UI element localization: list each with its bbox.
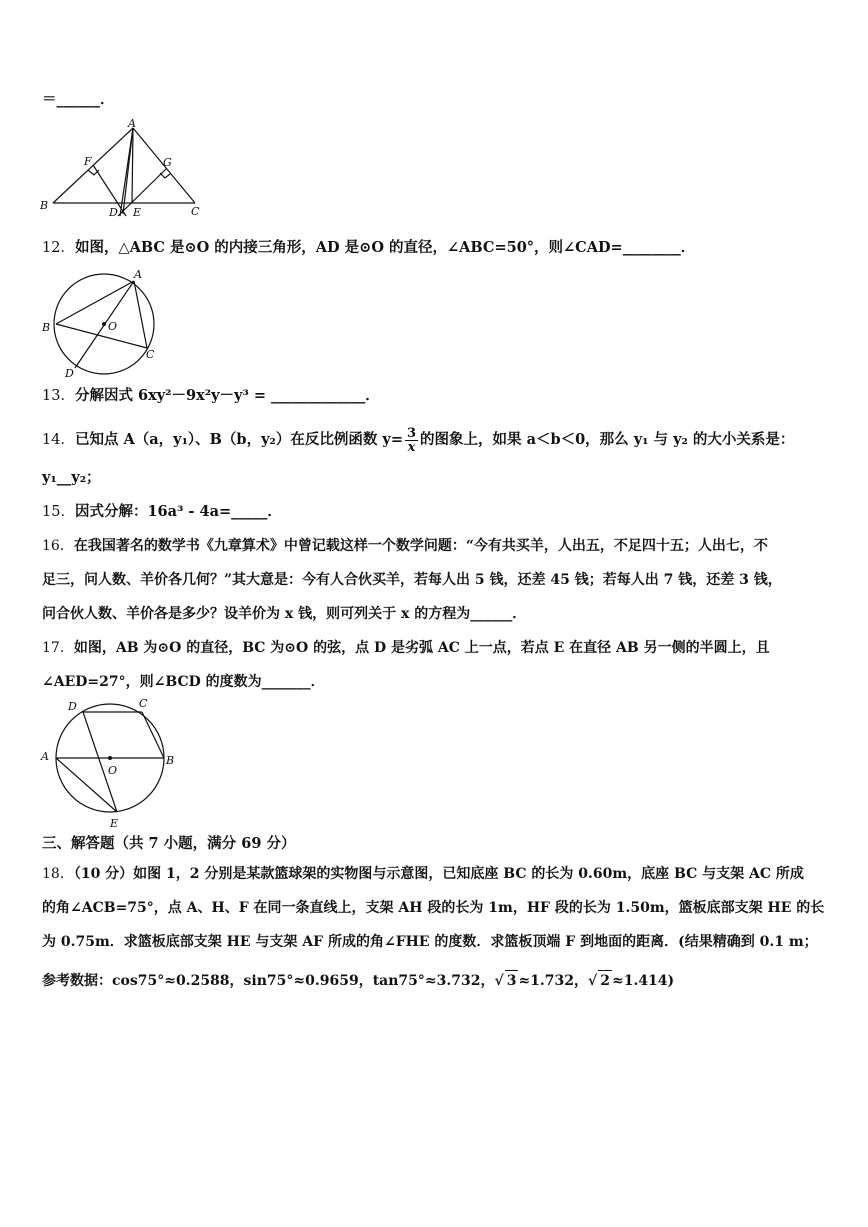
q11-answer-blank: ＝______．: [42, 91, 115, 108]
fig17-label-d: D: [68, 700, 77, 713]
fig12-label-d: D: [65, 367, 74, 380]
q18-ref-c: ≈1.414): [611, 973, 675, 989]
fig12-label-b: B: [42, 321, 51, 334]
fig11-label-b: B: [40, 199, 49, 212]
fig17-label-a: A: [41, 750, 49, 763]
q15-number: 15．: [42, 504, 75, 520]
question-17: [42, 638, 770, 658]
q18-sqrt2: 2: [598, 970, 612, 991]
q16-line2: 足三，问人数、羊价各几何？”其大意是：今有人合伙买羊，若每人出 5 钱，还差 45 钱；若每人出 7 钱，还差 3 钱，: [42, 572, 782, 588]
fig11-label-g: G: [163, 156, 172, 169]
q13-text: 分解因式 6xy²－9x²y－y³ = _____________．: [74, 387, 380, 404]
fig17-label-c: C: [139, 697, 148, 710]
q18-line3: 为 0.75m．求篮板底部支架 HE 与支架 AF 所成的角∠FHE 的度数．求篮板顶端 F 到地面的距离．(结果精确到 0.1 m；: [42, 934, 818, 950]
q16-line1: 在我国著名的数学书《九章算术》中曾记载这样一个数学问题：“今有共买羊，人出五，不足四十五；人出七，不: [73, 538, 768, 554]
q14-frac-numerator: 3: [406, 425, 417, 441]
fig11-label-a: A: [128, 118, 136, 130]
fig11-label-d: D: [109, 206, 118, 219]
figure-circle-12: [38, 268, 168, 380]
fig12-label-c: C: [146, 348, 155, 361]
q14-number: 14．: [42, 432, 75, 448]
fig17-label-o: O: [108, 764, 118, 777]
question-18: [42, 864, 804, 884]
fig17-label-b: B: [166, 754, 175, 767]
q18-sqrt3: 3: [505, 970, 519, 991]
question-13: [42, 386, 380, 406]
figure-triangle-abc: [36, 118, 206, 220]
q18-ref-b: ≈1.732，: [518, 973, 589, 989]
q16-number: 16．: [42, 538, 74, 554]
question-16: [42, 536, 768, 556]
figure-circle-17: [38, 696, 188, 830]
q18-number: 18．: [42, 866, 74, 882]
q17-number: 17．: [42, 640, 74, 656]
q18-reference-data: 参考数据：cos75°≈0.2588，sin75°≈0.9659，tan75°≈3.732，√ 3 ≈1.732，√ 2 ≈1.414): [42, 970, 674, 991]
q12-text: 如图，△ABC 是⊙O 的内接三角形，AD 是⊙O 的直径，∠ABC=50°，则∠CAD=________．: [74, 239, 696, 256]
q18-line2: 的角∠ACB=75°，点 A、H、F 在同一条直线上，支架 AH 段的长为 1m，HF 段的长为 1.50m，篮板底部支架 HE 的长: [42, 900, 825, 916]
q14-text-b: 的图象上，如果 a＜b＜0，那么 y₁ 与 y₂ 的大小关系是：: [420, 431, 795, 448]
q13-number: 13．: [42, 388, 75, 404]
question-15: [42, 502, 282, 522]
q14-fraction: [405, 427, 418, 454]
fig12-label-o: O: [108, 320, 118, 333]
fig11-label-f: F: [84, 155, 92, 168]
section-3-heading: 三、解答题（共 7 小题，满分 69 分）: [42, 835, 296, 852]
q18-ref-a: 参考数据：cos75°≈0.2588，sin75°≈0.9659，tan75°≈3.732，: [42, 973, 495, 989]
q14-line2: y₁__y₂；: [42, 469, 101, 486]
q15-text: 因式分解：16a³ - 4a=_____．: [74, 503, 282, 520]
q17-line2: ∠AED=27°，则∠BCD 的度数为_______．: [42, 674, 325, 690]
fig11-label-e: E: [133, 206, 142, 219]
fig17-label-e: E: [110, 817, 119, 830]
q17-line1: 如图，AB 为⊙O 的直径，BC 为⊙O 的弦，点 D 是劣弧 AC 上一点，若点 E 在直径 AB 另一侧的半圆上，且: [73, 640, 770, 656]
q12-number: 12．: [42, 240, 75, 256]
q18-line1: （10 分）如图 1，2 分别是某款篮球架的实物图与示意图，已知底座 BC 的长为 0.60m，底座 BC 与支架 AC 所成: [73, 866, 804, 882]
fig11-label-c: C: [191, 205, 200, 218]
q16-line3: 问合伙人数、羊价各是多少？设羊价为 x 钱，则可列关于 x 的方程为______．: [42, 606, 527, 622]
fig12-label-a: A: [134, 268, 142, 281]
question-14: [42, 424, 794, 456]
q14-text-a: 已知点 A（a，y₁）、B（b，y₂）在反比例函数 y=: [74, 431, 403, 448]
question-12: [42, 238, 695, 258]
q14-frac-denominator: x: [407, 439, 416, 455]
